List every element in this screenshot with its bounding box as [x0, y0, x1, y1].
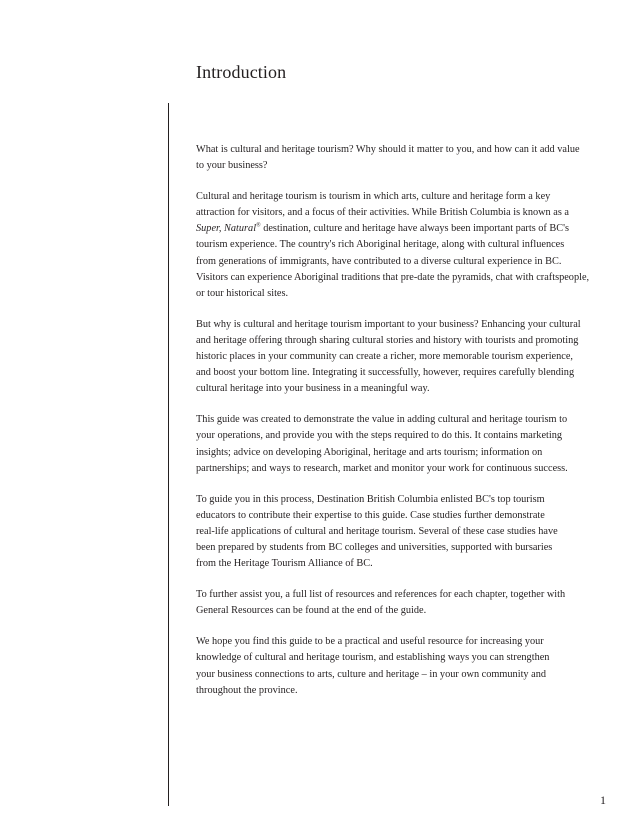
text-line: throughout the province. [196, 684, 298, 696]
text-line: To further assist you, a full list of resources and references for each chapter, together with [196, 589, 566, 601]
paragraph [196, 412, 608, 476]
paragraph [196, 634, 608, 698]
text-line: to your business? [196, 160, 268, 172]
brand-line [196, 221, 608, 237]
text-line-rest: destination, culture and heritage have always been important parts of BC's [260, 223, 570, 235]
text-line: tourism experience. The country's rich Aboriginal heritage, along with cultural influences [196, 239, 565, 251]
text-line: from generations of immigrants, have contributed to a diverse cultural experience in BC. [196, 255, 562, 267]
paragraph [196, 189, 608, 302]
text-line: What is cultural and heritage tourism? Why should it matter to you, and how can it add value [196, 144, 580, 155]
brand-name: Super, Natural [196, 223, 257, 235]
text-line: insights; advice on developing Aboriginal, heritage and arts tourism; information on [196, 446, 543, 458]
text-line: General Resources can be found at the end of the guide. [196, 605, 427, 617]
text-line: and boost your bottom line. Integrating it successfully, however, requires carefully blending [196, 367, 575, 379]
text-line: This guide was created to demonstrate the value in adding cultural and heritage tourism to [196, 414, 568, 426]
text-line: knowledge of cultural and heritage tourism, and establishing ways you can strengthen [196, 652, 550, 664]
text-line: Visitors can experience Aboriginal traditions that pre-date the pyramids, chat with craftspeople, [196, 271, 590, 283]
text-line: attraction for visitors, and a focus of their activities. While British Columbia is known as a [196, 207, 569, 219]
text-line: partnerships; and ways to research, market and monitor your work for continuous success. [196, 462, 568, 474]
text-line: been prepared by students from BC colleges and universities, supported with bursaries [196, 541, 553, 553]
registered-mark: ® [256, 222, 261, 229]
text-line: from the Heritage Tourism Alliance of BC. [196, 558, 373, 570]
text-line: To guide you in this process, Destination British Columbia enlisted BC's top tourism [196, 493, 545, 505]
text-line: educators to contribute their expertise to this guide. Case studies further demonstrate [196, 509, 545, 521]
text-line: But why is cultural and heritage tourism important to your business? Enhancing your cultural [196, 318, 581, 330]
page-number: 1 [600, 793, 606, 807]
text-line: your business connections to arts, culture and heritage – in your own community and [196, 668, 547, 680]
text-line: your operations, and provide you with the steps required to do this. It contains marketing [196, 430, 563, 442]
text-line: We hope you find this guide to be a practical and useful resource for increasing your [196, 636, 544, 648]
page-title: Introduction [196, 62, 287, 82]
text-line: and heritage offering through sharing cultural stories and history with tourists and promoting [196, 334, 579, 346]
vertical-rule [168, 103, 169, 806]
text-line: real-life applications of cultural and heritage tourism. Several of these case studies have [196, 525, 558, 537]
text-line: historic places in your community can create a richer, more memorable tourism experience, [196, 351, 573, 363]
paragraph [196, 587, 608, 619]
text-line: or tour historical sites. [196, 287, 289, 299]
text-line: cultural heritage into your business in a meaningful way. [196, 383, 430, 395]
paragraph [196, 492, 608, 572]
paragraph [196, 317, 608, 397]
text-line: Cultural and heritage tourism is tourism in which arts, culture and heritage form a key [196, 191, 551, 203]
body-text [196, 142, 608, 714]
paragraph [196, 142, 608, 174]
